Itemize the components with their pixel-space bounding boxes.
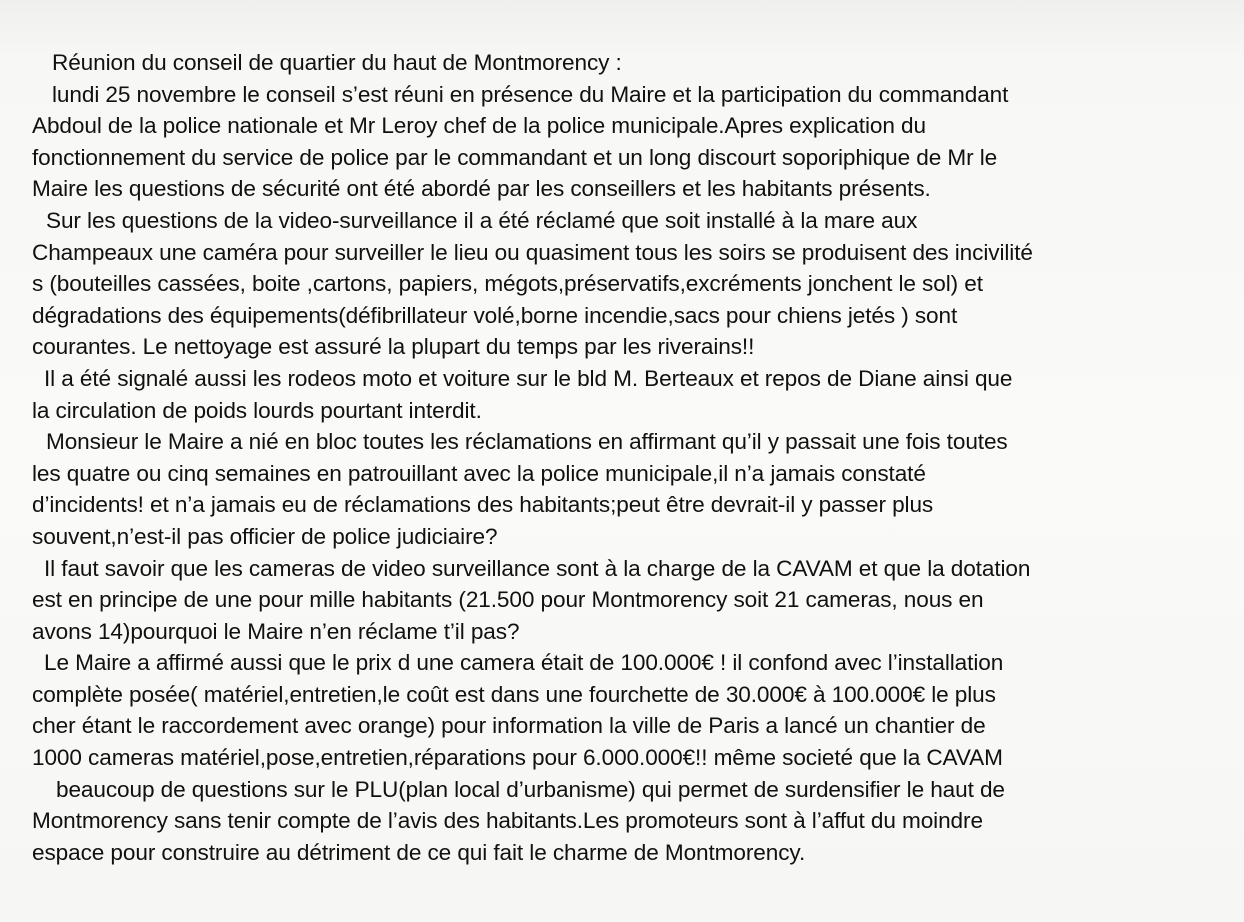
document-line: beaucoup de questions sur le PLU(plan local d’urbanisme) qui permet de surdensifier le haut de [56,776,1005,802]
document-line: souvent,n’est-il pas officier de police judiciaire? [32,523,498,549]
document-line: la circulation de poids lourds pourtant interdit. [32,397,482,423]
document-line: lundi 25 novembre le conseil s’est réuni en présence du Maire et la participation du commandant [52,81,1009,107]
document-line: espace pour construire au détriment de ce qui fait le charme de Montmorency. [32,839,806,865]
document-line: d’incidents! et n’a jamais eu de réclamations des habitants;peut être devrait-il y passer plus [32,492,934,518]
document-body [32,47,1232,868]
document-line: dégradations des équipements(défibrillateur volé,borne incendie,sacs pour chiens jetés ) sont [32,302,958,328]
document-line: cher étant le raccordement avec orange) pour information la ville de Paris a lancé un chantier de [32,713,986,739]
document-line: 1000 cameras matériel,pose,entretien,réparations pour 6.000.000€!! même societé que la CAVAM [32,745,1003,771]
document-line: Abdoul de la police nationale et Mr Leroy chef de la police municipale.Apres explication du [32,113,926,139]
document-line: Montmorency sans tenir compte de l’avis des habitants.Les promoteurs sont à l’affut du moindre [32,808,983,834]
document-line: est en principe de une pour mille habitants (21.500 pour Montmorency soit 21 cameras, nous en [32,587,984,613]
document-line: Le Maire a affirmé aussi que le prix d une camera était de 100.000€ ! il confond avec l’installation [44,650,1004,676]
document-line: Monsieur le Maire a nié en bloc toutes les réclamations en affirmant qu’il y passait une fois toutes [46,429,1008,455]
document-line: complète posée( matériel,entretien,le coût est dans une fourchette de 30.000€ à 100.000€ le plus [32,681,996,707]
document-line: s (bouteilles cassées, boite ,cartons, papiers, mégots,préservatifs,excréments jonchent le sol) et [32,271,983,297]
document-line: Il faut savoir que les cameras de video surveillance sont à la charge de la CAVAM et que la dotation [44,555,1031,581]
document-line: Champeaux une caméra pour surveiller le lieu ou quasiment tous les soirs se produisent des incivilité [32,239,1033,265]
document-line: Maire les questions de sécurité ont été abordé par les conseillers et les habitants présents. [32,176,931,202]
document-line: avons 14)pourquoi le Maire n’en réclame t’il pas? [32,618,520,644]
document-line: courantes. Le nettoyage est assuré la plupart du temps par les riverains!! [32,334,755,360]
document-line: Il a été signalé aussi les rodeos moto et voiture sur le bld M. Berteaux et repos de Diane ainsi que [44,365,1013,391]
document-line: Sur les questions de la video-surveillance il a été réclamé que soit installé à la mare aux [46,207,918,233]
document-line: Réunion du conseil de quartier du haut de Montmorency : [52,50,622,75]
document-line: fonctionnement du service de police par le commandant et un long discourt soporiphique de Mr le [32,144,998,170]
document-line: les quatre ou cinq semaines en patrouillant avec la police municipale,il n’a jamais constaté [32,460,926,486]
